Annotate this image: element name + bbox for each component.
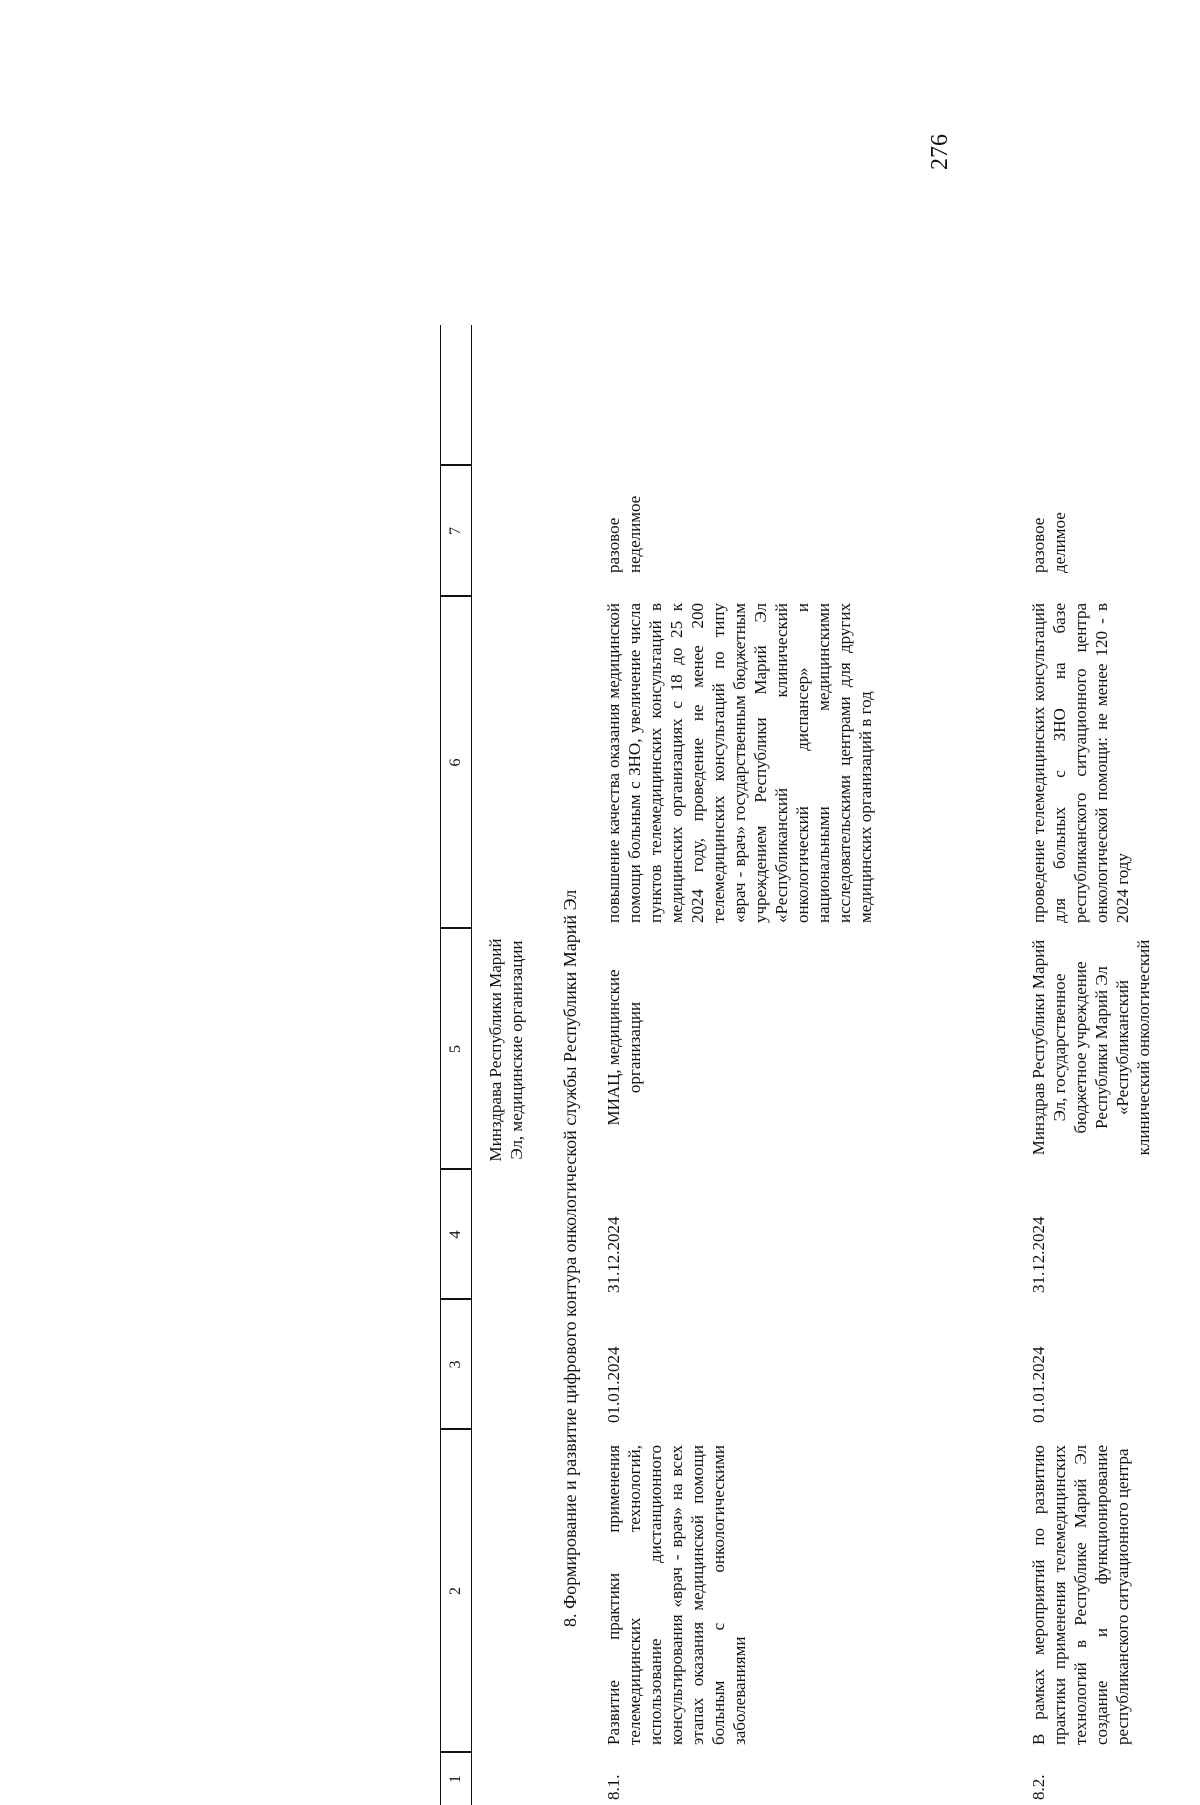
row-8-1-type: разовое неделимое: [604, 495, 644, 573]
continued-executor: Минздрава Республики Марий Эл, медицинские организации: [486, 938, 526, 1162]
row-8-2-result: проведение телемедицинских консультаций для больных с ЗНО на базе республиканского ситуационного центра онкологической помощи: не менее 120 - в 2024 году: [1029, 603, 1132, 923]
row-8-1-result: повышение качества оказания медицинской помощи больным с ЗНО, увеличение числа пунктов телемедицинских консультаций в медицинских организациях с 18 до 25 к 2024 году, проведение не менее 200 телемедицинских консультаций по типу «врач - врач» государственным бюджетным учреждением Республики Марий Эл «Республиканский клинический онкологический диспансер» и национальными медицинскими исследовательскими центрами для других медицинских организаций в год: [604, 603, 875, 923]
col-divider: [441, 465, 471, 467]
row-8-2-event: В рамках мероприятий по развитию практики применения телемедицинских технологий в Республике Марий Эл создание и функционирование республиканского ситуационного центра: [1029, 1445, 1132, 1745]
row-8-1-executor: МИАЦ, медицинские организации: [604, 969, 644, 1126]
section-title: 8. Формирование и развитие цифрового контура онкологической службы Республики Марий Эл: [560, 889, 580, 1627]
page-number: 276: [927, 134, 953, 170]
row-8-1-number: 8.1.: [604, 1774, 623, 1800]
row-8-2-start-date: 01.01.2024: [1029, 1346, 1048, 1423]
row-8-1-start-date: 01.01.2024: [604, 1346, 623, 1423]
col-2-header: 2: [447, 1587, 464, 1595]
col-6-header: 6: [447, 758, 464, 767]
table-header: [440, 325, 472, 1805]
row-8-2-number: 8.2.: [1029, 1774, 1048, 1800]
col-3-header: 3: [447, 1360, 464, 1369]
row-8-1-event: Развитие практики применения телемедицинских технологий, использование дистанционного консультирования «врач - врач» на всех этапах оказания медицинской помощи больным с онкологическими заболеваниями: [604, 1445, 749, 1745]
col-7-header: 7: [447, 527, 464, 535]
row-8-1-end-date: 31.12.2024: [604, 1216, 623, 1293]
rotated-table: [440, 325, 1200, 1805]
col-4-header: 4: [447, 1230, 464, 1239]
row-8-2-executor: Минздрав Республики Марий Эл, государственное бюджетное учреждение Республики Марий Эл «Республиканский клинический онкологический: [1029, 939, 1153, 1156]
row-8-2-type: разовое делимое: [1029, 512, 1069, 573]
col-5-header: 5: [447, 1045, 464, 1053]
col-1-header: 1: [447, 1775, 464, 1783]
row-8-2-end-date: 31.12.2024: [1029, 1216, 1048, 1293]
